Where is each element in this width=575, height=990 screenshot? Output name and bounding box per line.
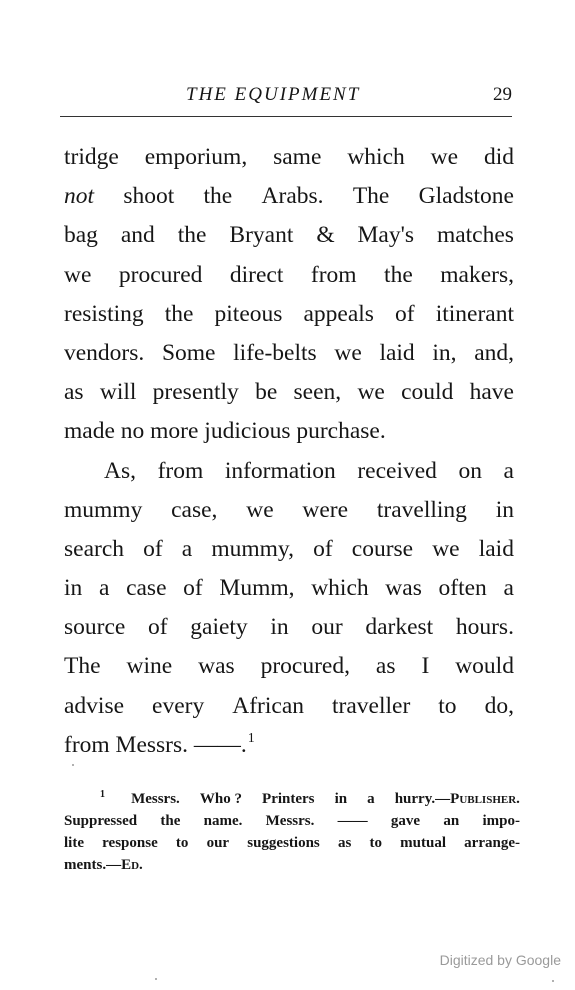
word: source xyxy=(64,614,126,641)
word: we xyxy=(430,144,459,170)
word: laid xyxy=(478,535,514,562)
footnote-word: an xyxy=(443,813,460,829)
footnote-word: name. xyxy=(203,813,243,829)
word: a xyxy=(503,457,514,484)
text-line xyxy=(64,138,514,177)
word: have xyxy=(469,379,514,406)
footnote-word: in xyxy=(334,791,348,807)
word: and xyxy=(120,222,155,249)
footnote-word: response xyxy=(102,835,158,851)
word: vendors. xyxy=(64,339,145,366)
footnote-word: lite xyxy=(64,835,84,851)
footnote-word: gave xyxy=(390,813,421,829)
word: be xyxy=(255,379,278,406)
text-line xyxy=(64,412,514,451)
word: were xyxy=(302,496,349,523)
word: the xyxy=(384,261,413,288)
text-line xyxy=(64,569,514,608)
text-line xyxy=(64,334,514,373)
paper-speck xyxy=(552,980,554,982)
word: information xyxy=(224,457,336,484)
word: often xyxy=(438,575,487,602)
footnote-word: Who ? xyxy=(199,791,242,807)
paper-speck xyxy=(72,764,74,766)
text-line xyxy=(64,256,514,295)
footnote-word: a xyxy=(367,791,375,807)
footnote-mark: 1 xyxy=(100,789,105,800)
word: mummy xyxy=(64,496,143,523)
word: as xyxy=(375,653,396,680)
text-line xyxy=(64,608,514,647)
footnote-line xyxy=(64,854,520,876)
word: I xyxy=(421,653,430,680)
word: The xyxy=(352,183,390,210)
word: course xyxy=(351,535,414,562)
word: we xyxy=(64,261,92,288)
text-line xyxy=(64,530,514,569)
footnote-word: hurry.—Publisher. xyxy=(394,791,520,807)
word: procured xyxy=(118,261,203,288)
word: presently xyxy=(152,379,239,406)
footnote-line xyxy=(100,788,520,810)
word: of xyxy=(313,535,333,562)
word: seen, xyxy=(293,379,342,406)
word: a xyxy=(503,575,514,602)
word: did xyxy=(483,144,514,170)
word: gaiety xyxy=(190,614,248,641)
word: in xyxy=(270,614,289,641)
footnote-word: to xyxy=(369,835,382,851)
text-line xyxy=(64,216,514,255)
word: resisting xyxy=(64,300,144,327)
word: on xyxy=(458,457,482,484)
footnote-word: arrange- xyxy=(464,835,520,851)
publisher-signature: Publisher. xyxy=(450,791,520,807)
word: we xyxy=(432,535,460,562)
footnote-word: mutual xyxy=(400,835,446,851)
word: travelling xyxy=(376,496,467,523)
footnote-word: as xyxy=(337,835,352,851)
running-header xyxy=(62,84,514,108)
word: direct xyxy=(229,261,284,288)
word: in xyxy=(64,575,83,602)
running-head-title: THE EQUIPMENT xyxy=(186,84,361,105)
word: which xyxy=(347,144,405,170)
word: our xyxy=(311,614,343,641)
word: of xyxy=(395,300,415,327)
word: matches xyxy=(436,222,514,249)
word: as xyxy=(64,379,84,406)
word: wine xyxy=(126,653,173,680)
text-line xyxy=(64,491,514,530)
text-line xyxy=(64,295,514,334)
header-rule xyxy=(60,116,512,117)
text-line xyxy=(64,177,514,216)
word: will xyxy=(99,379,137,406)
word: Arabs. xyxy=(261,183,324,210)
footnote-line xyxy=(64,810,520,832)
editor-signature: Ed. xyxy=(121,857,143,873)
footnote-word: ments.—Ed. xyxy=(64,857,143,873)
footnote-line xyxy=(64,832,520,854)
footnote-word: Messrs. xyxy=(265,813,315,829)
word: darkest xyxy=(365,614,434,641)
word: of xyxy=(183,575,203,602)
word: procured, xyxy=(260,653,350,680)
word: search xyxy=(64,535,125,562)
text-line xyxy=(64,373,514,412)
word: case, xyxy=(171,496,218,523)
word: hours. xyxy=(455,614,514,641)
paper-speck xyxy=(155,978,157,980)
word: was xyxy=(385,575,422,602)
word: appeals xyxy=(303,300,374,327)
word: emporium, xyxy=(144,144,248,170)
word: received xyxy=(357,457,437,484)
word: a xyxy=(181,535,193,562)
word: same xyxy=(273,144,322,170)
word: itinerant xyxy=(435,300,514,327)
word: we xyxy=(246,496,274,523)
word: Bryant xyxy=(229,222,294,249)
digitized-watermark: Digitized by Google xyxy=(439,952,561,968)
word: & xyxy=(316,222,335,249)
footnote-word: impo- xyxy=(482,813,520,829)
footnote-word: suggestions xyxy=(247,835,320,851)
word: May's xyxy=(357,222,414,249)
word: Gladstone xyxy=(418,183,514,210)
text-line xyxy=(64,452,514,491)
text-line xyxy=(64,687,514,726)
body-text xyxy=(64,138,514,765)
word: we xyxy=(357,379,385,406)
text-line xyxy=(64,647,514,686)
word: would xyxy=(455,653,514,680)
word: in xyxy=(495,496,514,523)
word: case xyxy=(126,575,167,602)
word: Some xyxy=(161,339,216,366)
word: piteous xyxy=(214,300,283,327)
page-number: 29 xyxy=(493,84,512,105)
word: the xyxy=(164,300,194,327)
footnote-word: to xyxy=(175,835,189,851)
word: from xyxy=(310,261,357,288)
word: bag xyxy=(64,222,98,249)
word: life-belts xyxy=(233,339,317,366)
word: tridge xyxy=(64,144,119,170)
word: the xyxy=(177,222,207,249)
word: do, xyxy=(484,692,514,719)
footnote-reference: 1 xyxy=(247,730,255,746)
footnote-word: the xyxy=(160,813,181,829)
footnote xyxy=(64,788,520,876)
word: a xyxy=(98,575,110,602)
word: which xyxy=(311,575,369,602)
footnote-word: —— xyxy=(337,813,368,829)
word: every xyxy=(152,692,205,719)
word: not xyxy=(64,183,95,210)
word: made no more judicious purchase. xyxy=(64,418,386,445)
word: of xyxy=(143,535,163,562)
word: The xyxy=(64,653,101,680)
text-line xyxy=(64,726,514,765)
footnote-word: Printers xyxy=(262,791,315,807)
footnote-word: our xyxy=(206,835,230,851)
word: in, xyxy=(432,339,457,366)
word: laid xyxy=(379,339,415,366)
word: and, xyxy=(474,339,514,366)
word: could xyxy=(401,379,454,406)
word: African xyxy=(232,692,304,719)
word: traveller xyxy=(332,692,411,719)
word: from Messrs. ——.$^1$ xyxy=(64,730,255,758)
word: As, xyxy=(104,457,136,484)
word: we xyxy=(334,339,362,366)
word: shoot xyxy=(123,183,175,210)
footnote-word: Suppressed xyxy=(64,813,138,829)
word: the xyxy=(203,183,233,210)
word: from xyxy=(157,457,204,484)
word: to xyxy=(438,692,457,719)
word: was xyxy=(198,653,235,680)
word: of xyxy=(148,614,168,641)
word: Mumm, xyxy=(219,575,295,602)
word: mummy, xyxy=(211,535,294,562)
word: makers, xyxy=(440,261,514,288)
word: advise xyxy=(64,692,125,719)
footnote-word: Messrs. xyxy=(131,791,180,807)
